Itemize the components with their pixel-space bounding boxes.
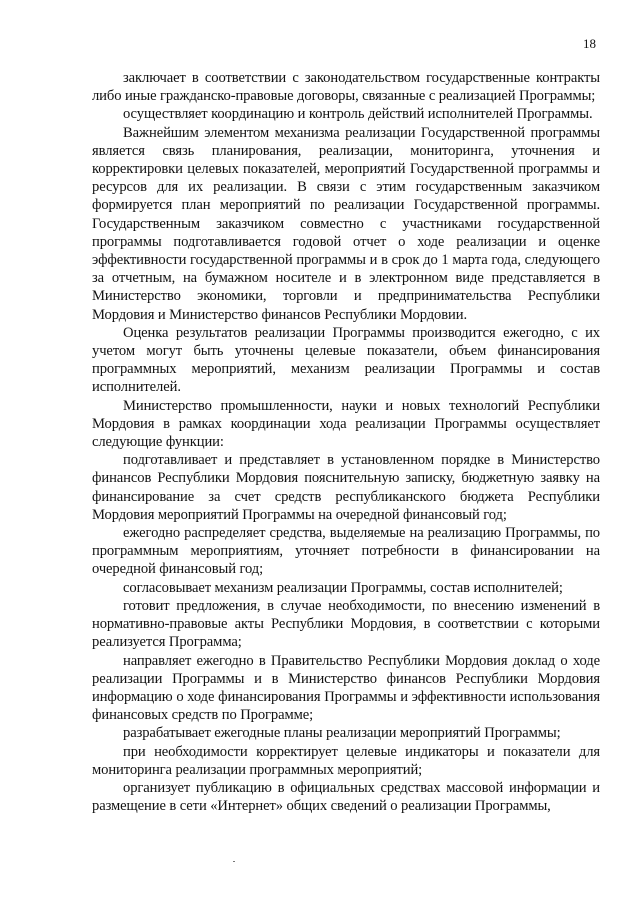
paragraph: заключает в соответствии с законодательством государственные контракты либо иные гражданско-правовые договоры, связанные с реализацией Программы; [92, 70, 600, 105]
document-body [92, 69, 600, 815]
paragraph: Министерство промышленности, науки и новых технологий Республики Мордовия в рамках координации хода реализации Программы осуществляет следующие функции: [92, 397, 600, 451]
paragraph: при необходимости корректирует целевые индикаторы и показатели для мониторинга реализации программных мероприятий; [92, 743, 600, 778]
paragraph: готовит предложения, в случае необходимости, по внесению изменений в нормативно-правовые акты Республики Мордовия, в соответствии с которыми реализуется Программа; [92, 597, 600, 651]
paragraph: разрабатывает ежегодные планы реализации мероприятий Программы; [123, 725, 561, 742]
paragraph: Оценка результатов реализации Программы производится ежегодно, с их учетом могут быть уточнены целевые показатели, объем финансирования программных мероприятий, механизм реализации Программы и состав исполнителей. [92, 324, 600, 396]
paragraph: подготавливает и представляет в установленном порядке в Министерство финансов Республики Мордовия пояснительную записку, бюджетную заявку на финансирование за счет средств республиканского бюджета Республики Мордовия мероприятий Программы на очередной финансовый год; [92, 452, 600, 523]
paragraph: направляет ежегодно в Правительство Республики Мордовия доклад о ходе реализации Программы и в Министерство финансов Республики Мордовия информацию о ходе финансирования Программы и эффективности использования финансовых средств по Программе; [92, 652, 600, 724]
paragraph: ежегодно распределяет средства, выделяемые на реализацию Программы, по программным мероприятиям, уточняет потребности в финансировании на очередной финансовый год; [92, 525, 600, 578]
paragraph: организует публикацию в официальных средствах массовой информации и размещение в сети «Интернет» общих сведений о реализации Программы, [92, 779, 600, 815]
paragraph: согласовывает механизм реализации Программы, состав исполнителей; [123, 579, 563, 596]
paragraph: осуществляет координацию и контроль действий исполнителей Программы. [123, 106, 593, 123]
page-number: 18 [583, 36, 596, 51]
scan-speck [233, 861, 235, 862]
paragraph: Важнейшим элементом механизма реализации Государственной программы является связь планирования, реализации, мониторинга, уточнения и корректировки целевых показателей, мероприятий Государственной программы и ресурсов для их реализации. В связи с этим государственным заказчиком формируется план мероприятий по реализации Государственной программы. Государственным заказчиком совместно с участниками государственной программы подготавливается годовой отчет о ходе реализации и оценке эффективности государственной программы и в срок до 1 марта года, следующего за отчетным, на бумажном носителе и в электронном виде представляется в Министерство экономики, торговли и предпринимательства Республики Мордовия и Министерство финансов Республики Мордовии. [92, 124, 600, 323]
